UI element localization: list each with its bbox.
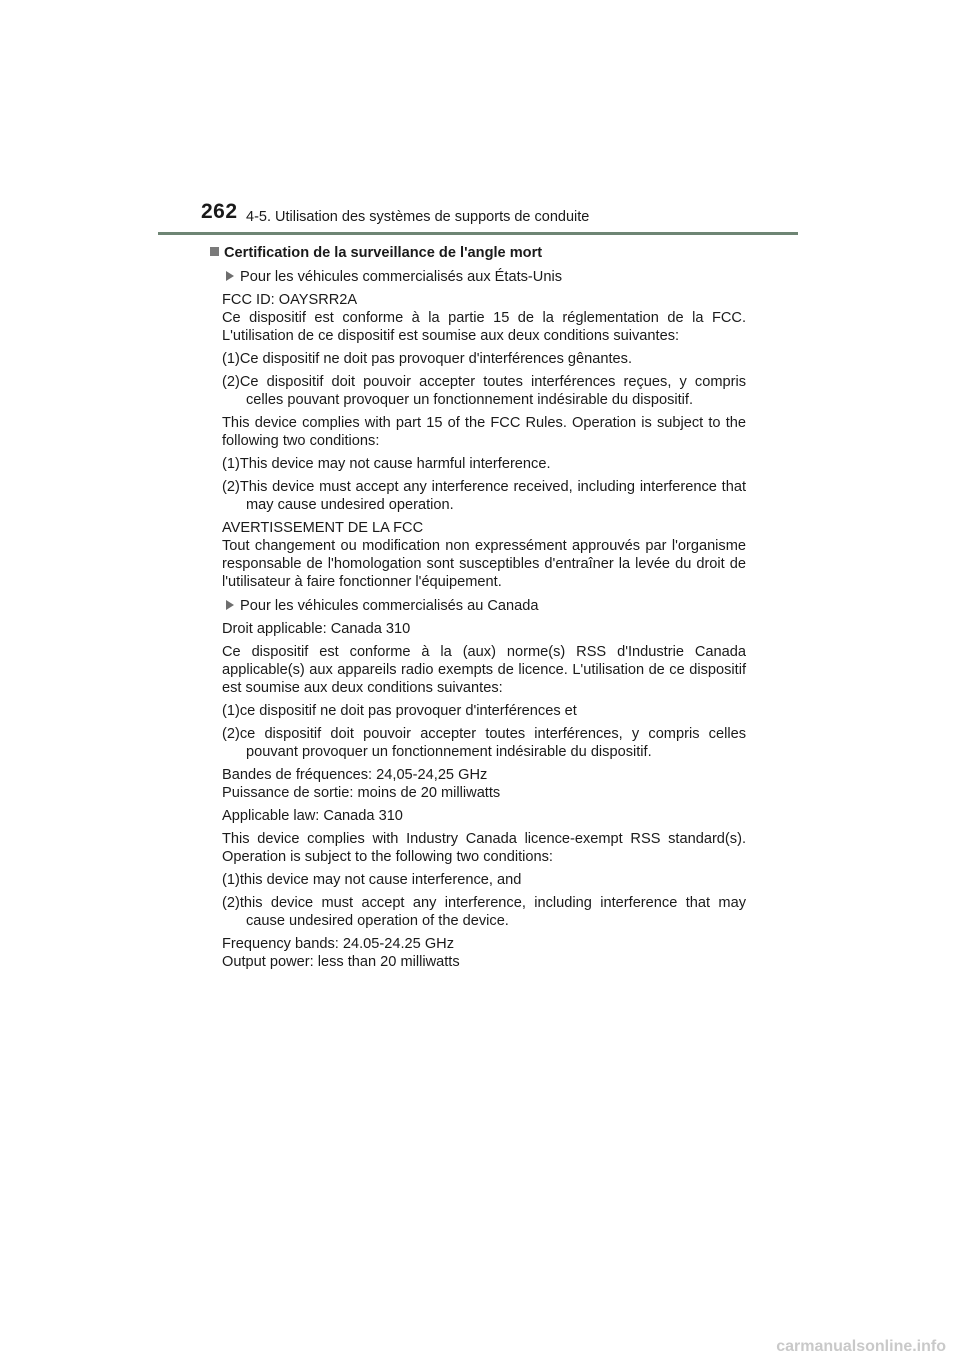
- fr-condition-2: (2)Ce dispositif doit pouvoir accepter toutes interférences reçues, y compris celles pouvant provoquer un fonctionnement indésirable du dispositif.: [222, 374, 746, 408]
- en-condition-2: (2)This device must accept any interference received, including interference that may cause undesired operation.: [222, 479, 746, 513]
- section-title: 4-5. Utilisation des systèmes de supports de conduite: [246, 209, 590, 225]
- fcc-id: FCC ID: OAYSRR2A: [222, 292, 358, 308]
- ca-condition-2-en: (2)this device must accept any interference, including interference that may cause undesired operation of the device.: [222, 895, 746, 929]
- square-bullet-icon: [210, 247, 219, 256]
- en-condition-1: (1)This device may not cause harmful interference.: [222, 456, 551, 472]
- page-number: 262: [201, 200, 238, 223]
- document-body: [222, 244, 746, 971]
- section-heading: [210, 244, 746, 262]
- power-fr: Puissance de sortie: moins de 20 milliwatts: [222, 785, 501, 801]
- fr-intro-paragraph: Ce dispositif est conforme à la partie 15 de la réglementation de la FCC. L'utilisation de ce dispositif est soumise aux deux conditions suivantes:: [222, 310, 746, 344]
- ca-intro-en: This device complies with Industry Canada licence-exempt RSS standard(s). Operation is subject to the following two conditions:: [222, 831, 746, 865]
- ca-condition-1-fr: (1)ce dispositif ne doit pas provoquer d'interférences et: [222, 703, 577, 719]
- ca-law-fr: Droit applicable: Canada 310: [222, 621, 411, 637]
- ca-law-en: Applicable law: Canada 310: [222, 808, 403, 824]
- ca-condition-2-fr: (2)ce dispositif doit pouvoir accepter toutes interférences, y compris celles pouvant provoquer un fonctionnement indésirable du dispositif.: [222, 726, 746, 760]
- fcc-warning-title: AVERTISSEMENT DE LA FCC: [222, 520, 424, 536]
- power-en: Output power: less than 20 milliwatts: [222, 954, 460, 970]
- en-intro-paragraph: This device complies with part 15 of the FCC Rules. Operation is subject to the following two conditions:: [222, 415, 746, 449]
- section-heading-text: Certification de la surveillance de l'angle mort: [224, 245, 543, 261]
- ca-condition-1-en: (1)this device may not cause interference, and: [222, 872, 522, 888]
- subheading-us-text: Pour les véhicules commercialisés aux États-Unis: [240, 269, 562, 285]
- fcc-warning-text: Tout changement ou modification non expressément approuvés par l'organisme responsable de l'homologation sont susceptibles d'entraîner la levée du droit de l'utilisateur à faire fonctionner l'équipement.: [222, 538, 746, 590]
- triangle-bullet-icon: [226, 271, 234, 281]
- frequency-en: Frequency bands: 24.05-24.25 GHz: [222, 936, 455, 952]
- triangle-bullet-icon: [226, 600, 234, 610]
- subheading-us: [226, 268, 746, 286]
- watermark: carmanualsonline.info: [776, 1338, 946, 1355]
- subheading-canada-text: Pour les véhicules commercialisés au Canada: [240, 598, 539, 614]
- header-divider: [158, 232, 798, 235]
- page-header: [0, 0, 960, 240]
- ca-intro-fr: Ce dispositif est conforme à la (aux) norme(s) RSS d'Industrie Canada applicable(s) aux appareils radio exempts de licence. L'utilisation de ce dispositif est soumise aux deux conditions suivantes:: [222, 644, 746, 696]
- subheading-canada: [226, 597, 746, 615]
- fr-condition-1: (1)Ce dispositif ne doit pas provoquer d'interférences gênantes.: [222, 351, 633, 367]
- frequency-fr: Bandes de fréquences: 24,05-24,25 GHz: [222, 767, 488, 783]
